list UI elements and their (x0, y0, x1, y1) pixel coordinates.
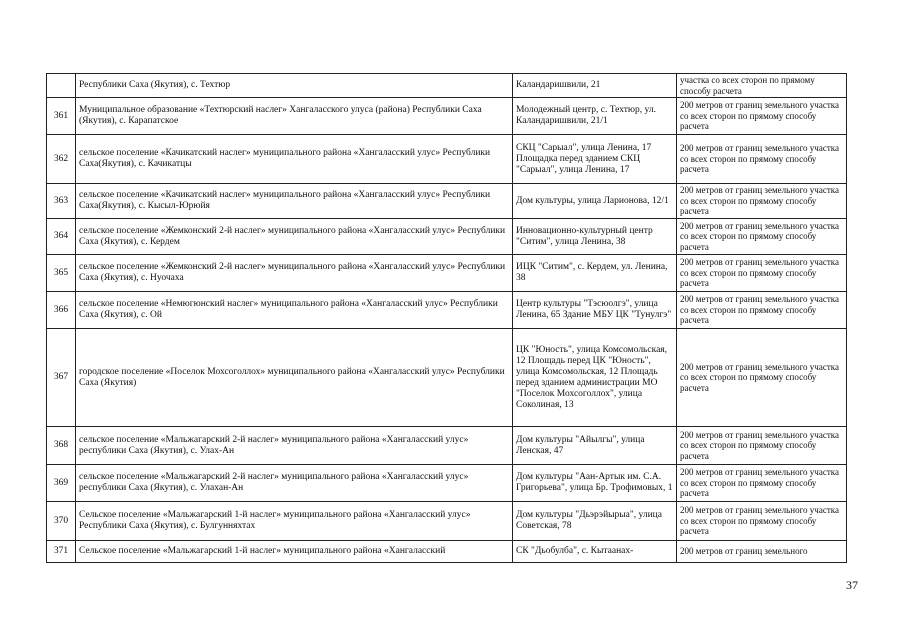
polling-stations-table (46, 73, 847, 563)
row-number: 363 (47, 184, 76, 219)
distance-rule: 200 метров от границ земельного участка со всех сторон по прямому способу расчета (677, 219, 847, 255)
table-row (47, 502, 847, 541)
location: Дом культуры, улица Ларионова, 12/1 (513, 184, 677, 219)
distance-rule: 200 метров от границ земельного участка со всех сторон по прямому способу расчета (677, 135, 847, 184)
row-number: 362 (47, 135, 76, 184)
table-row (47, 292, 847, 329)
distance-rule: 200 метров от границ земельного участка со всех сторон по прямому способу расчета (677, 184, 847, 219)
distance-rule: 200 метров от границ земельного (677, 541, 847, 563)
municipality-name: сельское поселение «Мальжагарский 2-й наслег» муниципального района «Хангаласский улус» республики Саха (Якутия), с. Улах-Ан (76, 427, 513, 465)
location: Дом культуры "Аан-Артык им. С.А. Григорьева", улица Бр. Трофимовых, 1 (513, 465, 677, 502)
location: Центр культуры "Тэсюолгэ", улица Ленина, 65 Здание МБУ ЦК "Тунулгэ" (513, 292, 677, 329)
table-row (47, 98, 847, 135)
table-row (47, 184, 847, 219)
row-number: 361 (47, 98, 76, 135)
table-row (47, 541, 847, 563)
table-row (47, 465, 847, 502)
row-number: 369 (47, 465, 76, 502)
distance-rule: 200 метров от границ земельного участка со всех сторон по прямому способу расчета (677, 465, 847, 502)
location: Дом культуры "Дьэрэйырыа", улица Советская, 78 (513, 502, 677, 541)
table-row (47, 74, 847, 98)
municipality-name: сельское поселение «Жемконский 2-й наслег» муниципального района «Хангаласский улус» Республики Саха (Якутия), с. Нуочаха (76, 255, 513, 292)
municipality-name: Муниципальное образование «Техтюрский наслег» Хангаласского улуса (района) Республики Саха (Якутия), с. Карапатское (76, 98, 513, 135)
municipality-name: городское поселение «Поселок Мохсоголлох» муниципального района «Хангаласский улус» Республики Саха (Якутия) (76, 329, 513, 427)
municipality-name: Республики Саха (Якутия), с. Техтюр (76, 74, 513, 98)
municipality-name: сельское поселение «Качикатский наслег» муниципального района «Хангаласский улус» Республики Саха(Якутия), с. Качикатцы (76, 135, 513, 184)
row-number (47, 74, 76, 98)
row-number: 368 (47, 427, 76, 465)
municipality-name: сельское поселение «Качикатский наслег» муниципального района «Хангаласский улус» Республики Саха(Якутия), с. Кысыл-Юрюйя (76, 184, 513, 219)
location: Молодежный центр, с. Техтюр, ул. Каландаришвили, 21/1 (513, 98, 677, 135)
table-row (47, 135, 847, 184)
row-number: 366 (47, 292, 76, 329)
table-row (47, 329, 847, 427)
row-number: 364 (47, 219, 76, 255)
table-row (47, 255, 847, 292)
distance-rule: 200 метров от границ земельного участка со всех сторон по прямому способу расчета (677, 255, 847, 292)
municipality-name: сельское поселение «Жемконский 2-й наслег» муниципального района «Хангаласский улус» Республики Саха (Якутия), с. Кердем (76, 219, 513, 255)
distance-rule: 200 метров от границ земельного участка со всех сторон по прямому способу расчета (677, 427, 847, 465)
location: ИЦК "Ситим", с. Кердем, ул. Ленина, 38 (513, 255, 677, 292)
distance-rule: 200 метров от границ земельного участка со всех сторон по прямому способу расчета (677, 329, 847, 427)
distance-rule: 200 метров от границ земельного участка со всех сторон по прямому способу расчета (677, 98, 847, 135)
municipality-name: сельское поселение «Мальжагарский 2-й наслег» муниципального района «Хангаласский улус» республики Саха (Якутия), с. Улахан-Ан (76, 465, 513, 502)
municipality-name: сельское поселение «Немюгюнский наслег» муниципального района «Хангаласский улус» Республики Саха (Якутия), с. Ой (76, 292, 513, 329)
location: СКЦ "Сарыал", улица Ленина, 17 Площадка перед зданием СКЦ "Сарыал", улица Ленина, 17 (513, 135, 677, 184)
distance-rule: 200 метров от границ земельного участка со всех сторон по прямому способу расчета (677, 502, 847, 541)
row-number: 367 (47, 329, 76, 427)
row-number: 370 (47, 502, 76, 541)
distance-rule: участка со всех сторон по прямому способу расчета (677, 74, 847, 98)
page-number: 37 (846, 578, 858, 592)
municipality-name: Сельское поселение «Мальжагарский 1-й наслег» муниципального района «Хангаласский улус» Республики Саха (Якутия), с. Булгунняхтах (76, 502, 513, 541)
location: Каландаришвили, 21 (513, 74, 677, 98)
location: СК "Дьобулба", с. Кытаанах- (513, 541, 677, 563)
municipality-name: Сельское поселение «Мальжагарский 1-й наслег» муниципального района «Хангаласский (76, 541, 513, 563)
location: Инновационно-культурный центр "Ситим", улица Ленина, 38 (513, 219, 677, 255)
row-number: 371 (47, 541, 76, 563)
table-row (47, 219, 847, 255)
location: ЦК "Юность", улица Комсомольская, 12 Площадь перед ЦК "Юность", улица Комсомольская, 12 Площадь перед зданием администрации МО "Поселок Мохсоголлох", улица Соколиная, 13 (513, 329, 677, 427)
location: Дом культуры "Айылгы", улица Ленская, 47 (513, 427, 677, 465)
distance-rule: 200 метров от границ земельного участка со всех сторон по прямому способу расчета (677, 292, 847, 329)
table-row (47, 427, 847, 465)
row-number: 365 (47, 255, 76, 292)
